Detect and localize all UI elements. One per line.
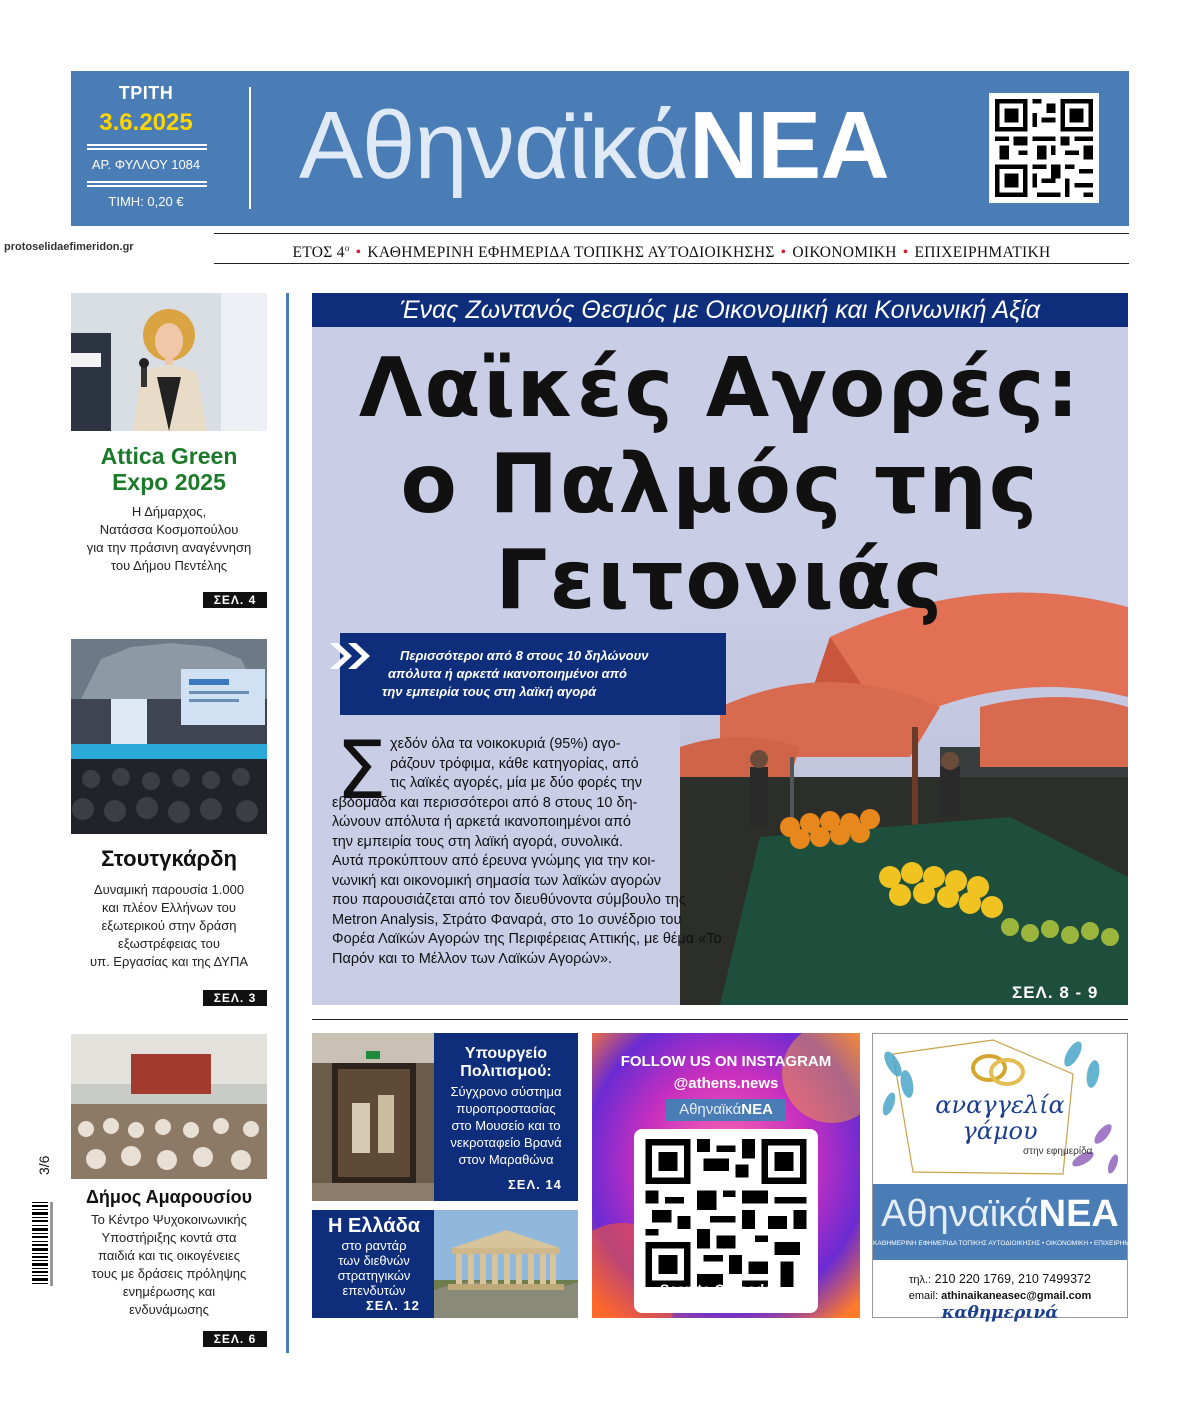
wedding-logo-banner: [873, 1184, 1149, 1260]
strap-ordinal: ο: [344, 243, 350, 253]
callout-text: Περισσότεροι από 8 στους 10 δηλώνουν απόλυτα ή αρκετά ικανοποιημένοι από την εμπειρία τους στη λαϊκή αγορά: [382, 648, 649, 699]
wedding-logo-bold: ΝΕΑ: [1038, 1193, 1119, 1235]
story-photo-expo[interactable]: [71, 293, 267, 431]
divider: [214, 233, 1129, 234]
issue-date: 3.6.2025: [99, 109, 193, 136]
page-ref-greece[interactable]: ΣΕΛ. 12: [366, 1298, 420, 1313]
issue-number: ΑΡ. ΦΥΛΛΟΥ 1084: [91, 157, 201, 172]
page-ref-expo[interactable]: ΣΕΛ. 4: [203, 592, 267, 608]
page-ref-stuttgart[interactable]: ΣΕΛ. 3: [203, 990, 267, 1006]
masthead-separator: [249, 87, 251, 209]
culture-summary: Σύγχρονο σύστημα πυροπροστασίας στο Μουσείο και το νεκροταφείο Βρανά στον Μαραθώνα: [450, 1084, 562, 1167]
story-culture[interactable]: [312, 1033, 578, 1201]
qr-code-icon[interactable]: [989, 93, 1099, 203]
story-photo-marousi[interactable]: [71, 1034, 267, 1179]
greece-title: Η Ελλάδα: [327, 1215, 421, 1237]
instagram-handle[interactable]: @athens.news: [673, 1075, 779, 1092]
instagram-logo: ΑθηναϊκάΝΕΑ: [666, 1099, 786, 1121]
issue-price: ΤΙΜΗ: 0,20 €: [108, 194, 184, 209]
page-ref-main[interactable]: ΣΕΛ. 8 - 9: [1012, 983, 1099, 1002]
wedding-logo-strap: ΚΑΘΗΜΕΡΙΝΗ ΕΦΗΜΕΡΙΔΑ ΤΟΠΙΚΗΣ ΑΥΤΟΔΙΟΙΚΗΣΗΣ • ΟΙΚΟΝΟΜΙΚΗ • ΕΠΙΧΕΙΡΗΜΑΤΙΚΗ: [873, 1240, 1149, 1247]
barcode-icon: [30, 1200, 56, 1288]
column-divider: [286, 293, 289, 1353]
divider: [87, 181, 207, 183]
strap-business: ΕΠΙΧΕΙΡΗΜΑΤΙΚΗ: [914, 244, 1051, 262]
divider: [312, 1019, 1128, 1020]
wedding-email[interactable]: email: athinaikaneasec@gmail.com: [908, 1290, 1092, 1302]
newspaper-strapline: ΕΤΟΣ $4^o$ • ΚΑΘΗΜΕΡΙΝΗ ΕΦΗΜΕΡΙΔΑ ΤΟΠΙΚΗΣ ΑΥΤΟΔΙΟΙΚΗΣΗΣ • ΟΙΚΟΝΟΜΙΚΗ • ΕΠΙΧΕΙΡΗΜΑΤΙΚΗ: [292, 243, 1051, 262]
wedding-logo-light: Αθηναϊκά: [881, 1193, 1039, 1235]
issue-day: ΤΡΙΤΗ: [118, 83, 174, 103]
strap-year: ΕΤΟΣ 4: [292, 244, 345, 262]
page-ref-culture[interactable]: ΣΕΛ. 14: [508, 1177, 562, 1192]
instagram-follow-text: FOLLOW US ON INSTAGRAM: [620, 1053, 832, 1070]
chevron-right-icon: [328, 641, 378, 671]
divider: [87, 148, 207, 150]
parthenon-photo: [434, 1210, 578, 1318]
main-body-text: χεδόν όλα τα νοικοκυριά (95%) αγο- ράζουν τρόφιμα, κάθε κατηγορίας, από τις λαϊκές αγορές, μία με δύο φορές την εβδομάδα και περισσότεροι από 8 στους 10 δη- λώνουν απόλυτα ή αρκετά ικανοποιημένοι από την εμπειρία τους στη λαϊκή αγορά, συνολικά. Αυτά προκύπτουν από έρευνα γνώμης για την κοι- νωνική και οικονομική σημασία των λαϊκών αγορών που παρουσιάζεται από τον διευθύνοντα σύμβουλο της Metron Analysis, Στράτο Φαναρά, στο 1ο συνέδριο του Φορέα Λαϊκών Αγορών της Περιφέρειας Αττικής, με θέμα «Το Παρόν και το Μέλλον των Λαϊκών Αγορών».: [332, 736, 722, 967]
story-greece[interactable]: [312, 1210, 578, 1318]
culture-title: Υπουργείο Πολιτισμού:: [460, 1045, 552, 1080]
story-title-expo[interactable]: Attica Green Expo 2025: [100, 443, 238, 495]
greece-summary: στο ραντάρ των διεθνών στρατηγικών επενδυτών: [337, 1238, 411, 1298]
story-summary-marousi: Το Κέντρο Ψυχοκοινωνικής Υποστήριξης κοντά στα παιδιά και τις οικογένειες τους με δράσεις πρόληψης ενημέρωσης και ενδυνάμωσης: [91, 1212, 247, 1317]
story-photo-stuttgart[interactable]: [71, 639, 267, 834]
page-ref-marousi[interactable]: ΣΕΛ. 6: [203, 1331, 267, 1347]
source-watermark: protoselidaefimeridon.gr: [4, 241, 134, 253]
instagram-scan-text: Scan to QR code: [659, 1281, 773, 1297]
story-title-marousi[interactable]: Δήμος Αμαρουσίου: [85, 1187, 253, 1207]
wedding-daily: καθημερινά: [941, 1303, 1059, 1323]
main-headline[interactable]: Λαϊκές Αγορές: ο Παλμός της Γειτονιάς: [358, 341, 1082, 628]
main-callout: [340, 633, 726, 715]
story-summary-expo: Η Δήμαρχος, Νατάσσα Κοσμοπούλου για την πράσινη αναγέννηση του Δήμου Πεντέλης: [86, 504, 252, 573]
museum-photo: [312, 1033, 434, 1201]
divider: [87, 144, 207, 146]
logo-text-light: Αθηναϊκά: [299, 92, 689, 199]
wedding-announcement-ad[interactable]: [872, 1033, 1149, 1323]
main-story-kicker: Ένας Ζωντανός Θεσμός με Οικονομική και Κοινωνική Αξία: [312, 293, 1128, 327]
story-title-stuttgart[interactable]: Στουτγκάρδη: [101, 846, 237, 871]
masthead: [71, 71, 1129, 226]
main-story[interactable]: [312, 327, 1128, 1005]
instagram-ad[interactable]: [592, 1033, 860, 1318]
divider: [214, 263, 1129, 264]
wedding-title: αναγγελία γάμου: [935, 1091, 1065, 1145]
newspaper-logo[interactable]: [299, 91, 889, 201]
edge-code: 3/6: [36, 1155, 52, 1175]
story-summary-stuttgart: Δυναμική παρουσία 1.000 και πλέον Ελλήνων του εξωτερικού στην δράση εξωστρέφειας του υπ. Εργασίας και της ΔΥΠΑ: [89, 882, 249, 969]
strap-economic: ΟΙΚΟΝΟΜΙΚΗ: [792, 244, 897, 262]
drop-cap: Σ: [336, 724, 387, 817]
wedding-phone[interactable]: τηλ.: 210 220 1769, 210 7499372: [909, 1272, 1091, 1286]
logo-text-bold: ΝΕΑ: [688, 92, 889, 199]
strap-type: ΚΑΘΗΜΕΡΙΝΗ ΕΦΗΜΕΡΙΔΑ ΤΟΠΙΚΗΣ ΑΥΤΟΔΙΟΙΚΗΣΗΣ: [367, 244, 775, 262]
instagram-qr-code-icon[interactable]: [634, 1129, 818, 1313]
wedding-subtitle: στην εφημερίδα: [1023, 1146, 1093, 1157]
divider: [87, 185, 207, 187]
